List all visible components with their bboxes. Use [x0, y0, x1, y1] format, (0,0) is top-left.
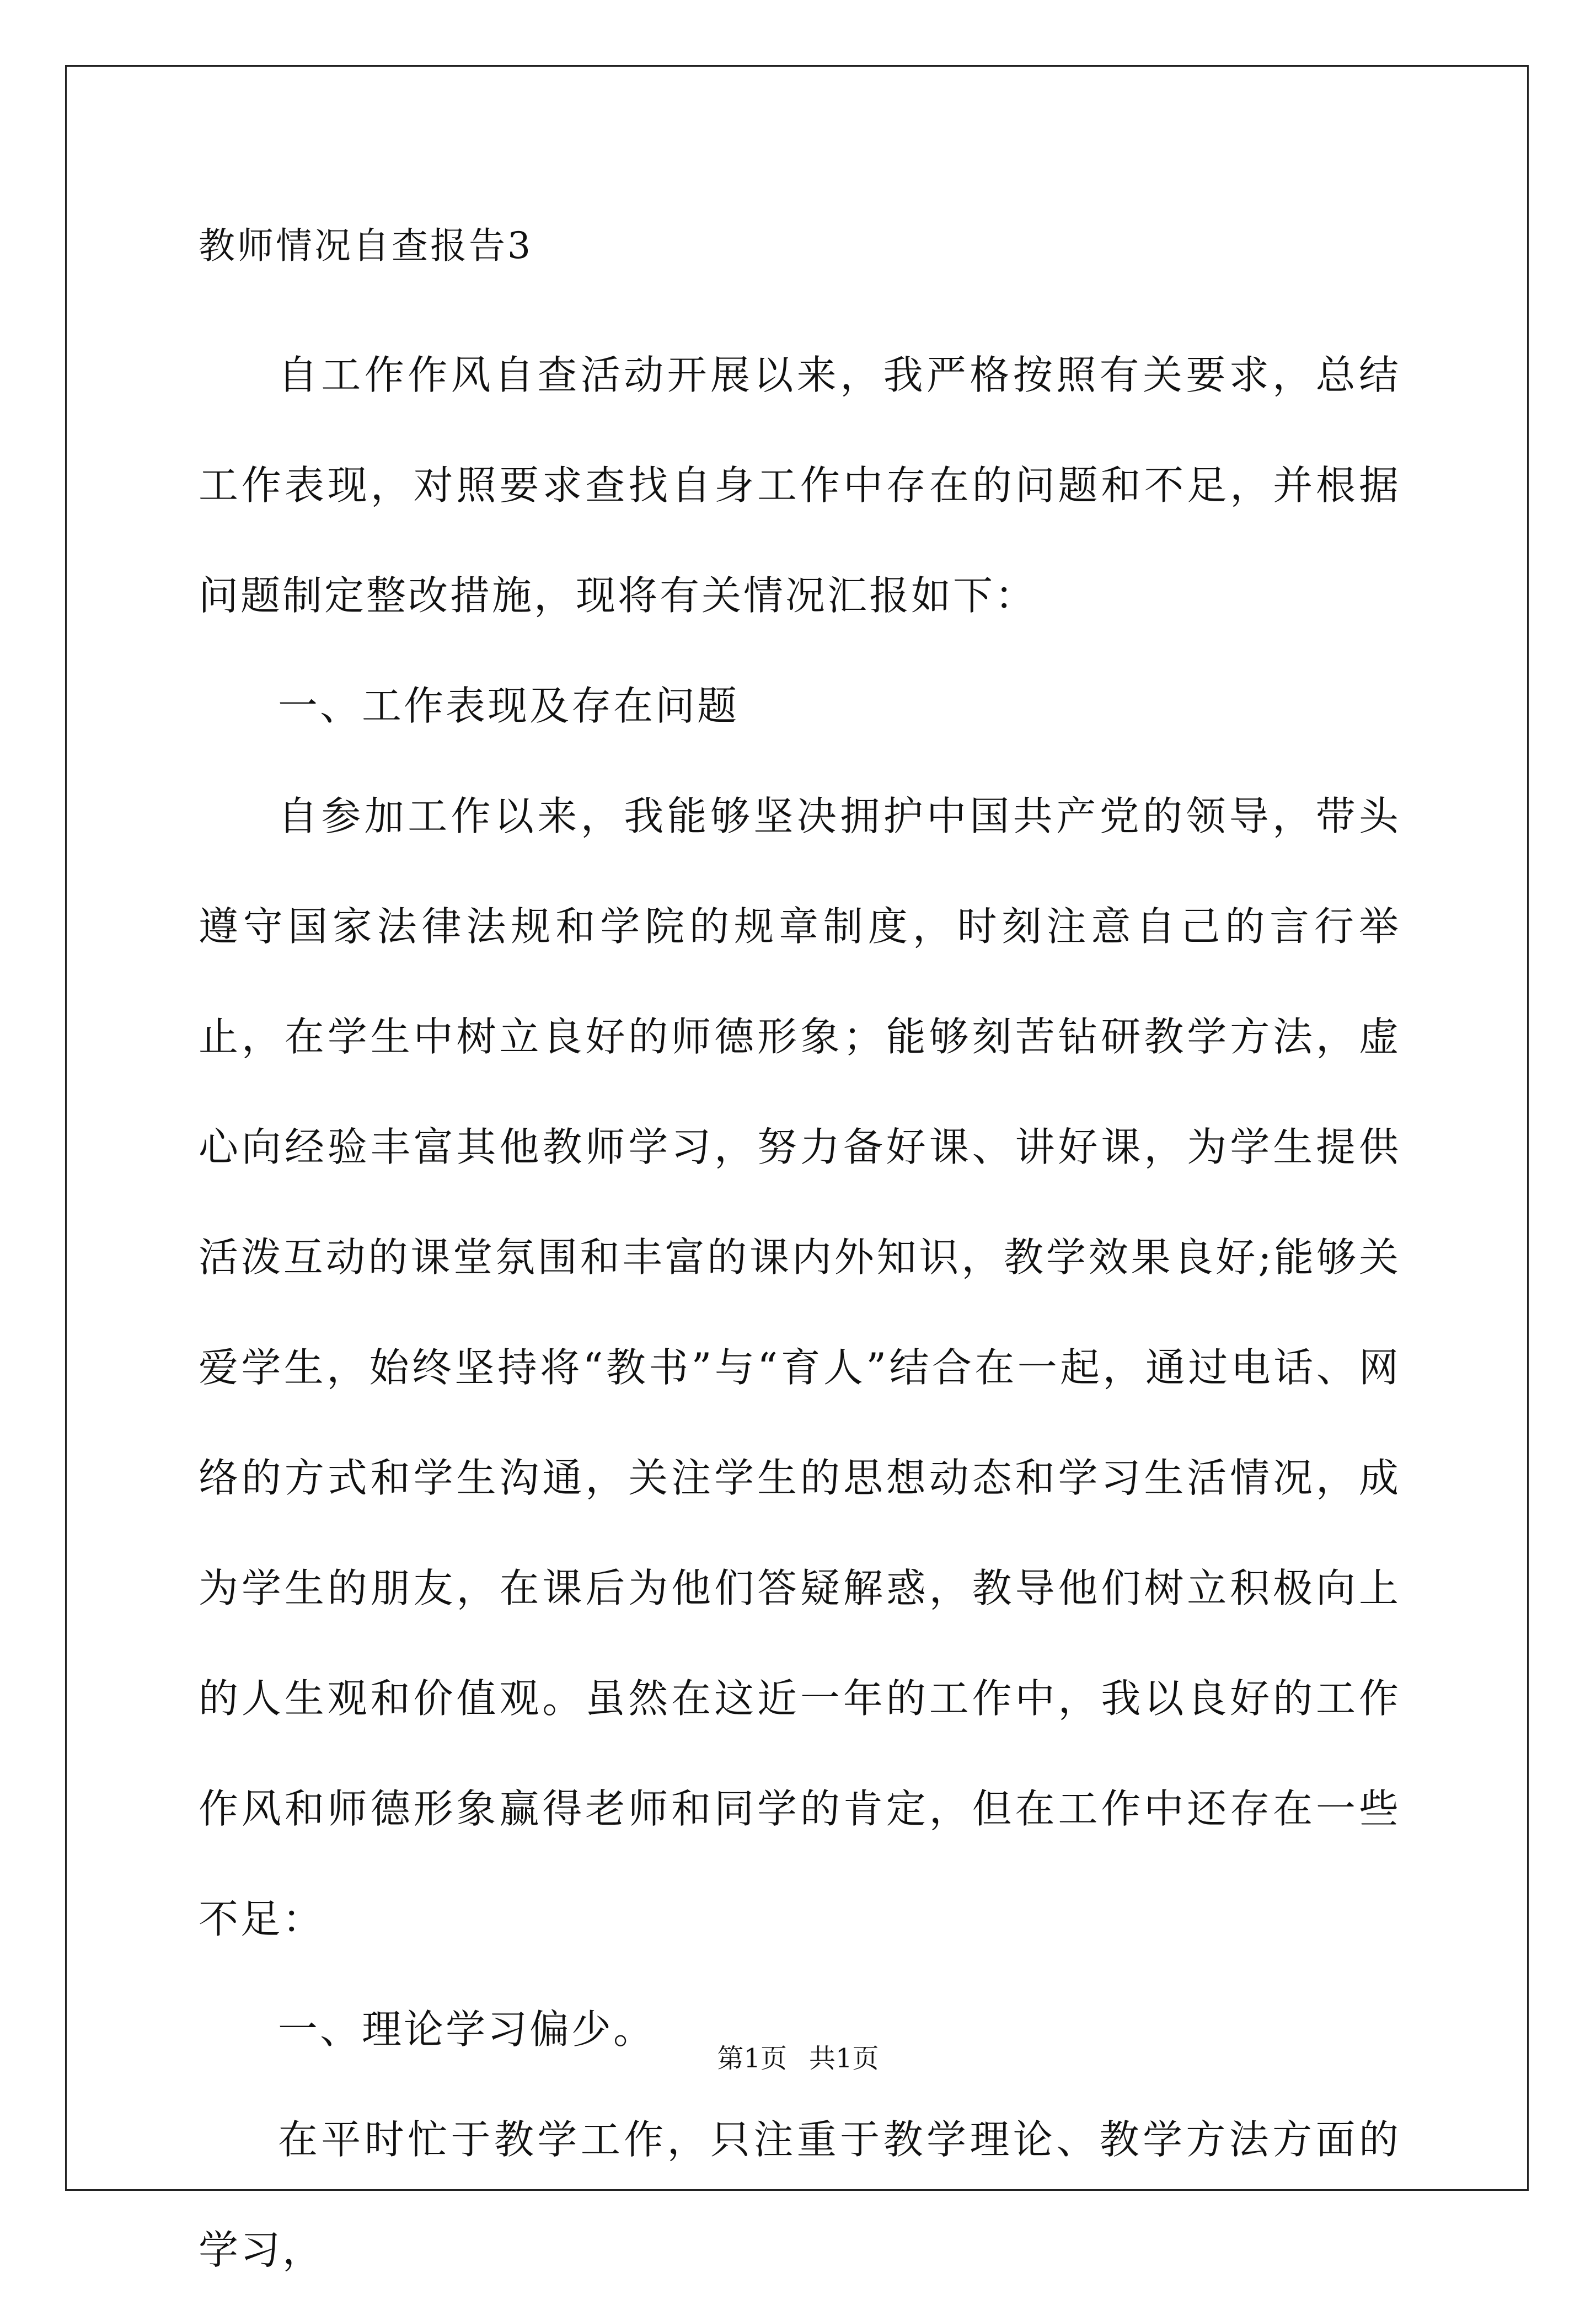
page-footer — [0, 2042, 1596, 2075]
paragraph-theory-study: 在平时忙于教学工作，只注重于教学理论、教学方法方面的学习， — [199, 2116, 1401, 2273]
document-body — [199, 210, 1401, 2305]
section-heading-work-performance: 一、工作表现及存在问题 — [278, 683, 740, 729]
paragraph-work-performance: 自参加工作以来，我能够坚决拥护中国共产党的领导，带头遵守国家法律法规和学院的规章制度，时刻注意自己的言行举止，在学生中树立良好的师德形象；能够刻苦钻研教学方法，虚心向经验丰富其他教师学习，努力备好课、讲好课，为学生提供活泼互动的课堂氛围和丰富的课内外知识，教学效果良好;能够关爱学生，始终坚持将“教书”与“育人”结合在一起，通过电话、网络的方式和学生沟通，关注学生的思想动态和学习生活情况，成为学生的朋友，在课后为他们答疑解惑，教导他们树立积极向上的人生观和价值观。虽然在这近一年的工作中，我以良好的工作作风和师德形象赢得老师和同学的肯定，但在工作中还存在一些不足： — [199, 793, 1401, 1942]
section-heading-theory-study: 一、理论学习偏少。 — [278, 2006, 656, 2052]
page-number-total: 共1页 — [809, 2043, 879, 2074]
document-title: 教师情况自查报告3 — [199, 224, 533, 267]
paragraph-intro: 自工作作风自查活动开展以来，我严格按照有关要求，总结工作表现，对照要求查找自身工作中存在的问题和不足，并根据问题制定整改措施，现将有关情况汇报如下： — [199, 352, 1401, 619]
page-number-current: 第1页 — [717, 2043, 787, 2074]
